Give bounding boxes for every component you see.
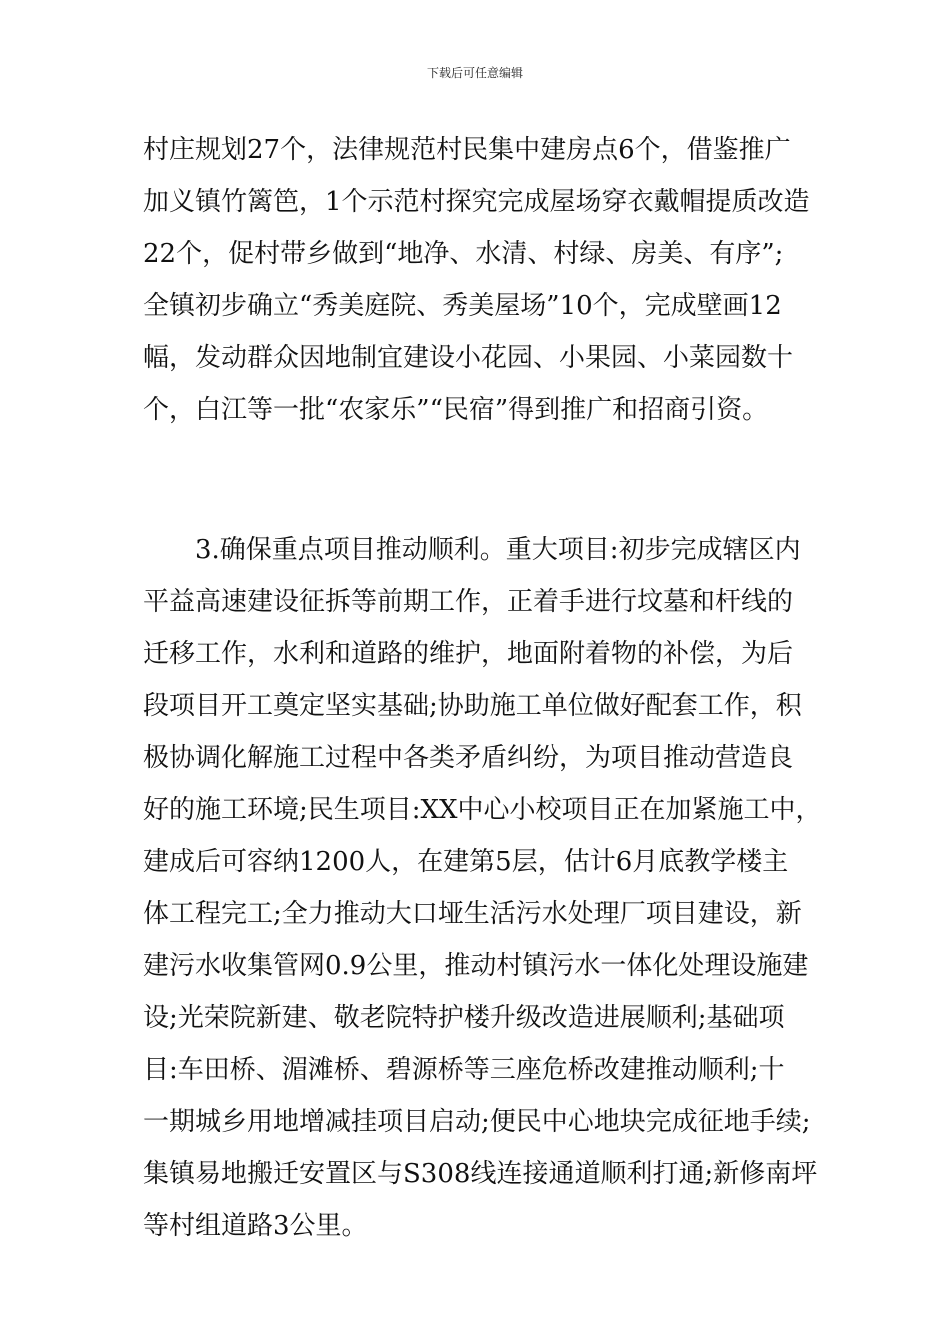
text-line: 建污水收集管网0.9公里，推动村镇污水一体化处理设施建 — [143, 951, 809, 981]
text-line: 全镇初步确立“秀美庭院、秀美屋场”10个，完成壁画12 — [143, 291, 782, 321]
text-line: 设;光荣院新建、敬老院特护楼升级改造进展顺利;基础项 — [143, 1003, 785, 1033]
text-line: 体工程完工;全力推动大口垭生活污水处理厂项目建设，新 — [143, 899, 802, 929]
text-line: 平益高速建设征拆等前期工作，正着手进行坟墓和杆线的 — [143, 587, 794, 617]
text-line: 村庄规划27个，法律规范村民集中建房点6个，借鉴推广 — [143, 135, 791, 165]
text-line: 个，白江等一批“农家乐”“民宿”得到推广和招商引资。 — [143, 395, 769, 425]
text-line: 建成后可容纳1200人，在建第5层，估计6月底教学楼主 — [143, 847, 789, 877]
paragraph-village-planning — [143, 124, 823, 436]
text-line: 等村组道路3公里。 — [143, 1211, 368, 1241]
text-line: 目:车田桥、湄滩桥、碧源桥等三座危桥改建推动顺利;十 — [143, 1055, 785, 1085]
text-line: 一期城乡用地增减挂项目启动;便民中心地块完成征地手续; — [143, 1107, 811, 1137]
text-line: 极协调化解施工过程中各类矛盾纠纷，为项目推动营造良 — [143, 743, 794, 773]
text-line: 集镇易地搬迁安置区与S308线连接通道顺利打通;新修南坪 — [143, 1159, 818, 1189]
paragraph-key-projects — [143, 524, 823, 1252]
text-line: 好的施工环境;民生项目:XX中心小校项目正在加紧施工中， — [143, 795, 822, 825]
text-line: 22个，促村带乡做到“地净、水清、村绿、房美、有序”; — [143, 239, 784, 269]
text-line: 迁移工作，水利和道路的维护，地面附着物的补偿，为后 — [143, 639, 794, 669]
text-line: 幅，发动群众因地制宜建设小花园、小果园、小菜园数十 — [143, 343, 794, 373]
text-line: 加义镇竹篱笆，1个示范村探究完成屋场穿衣戴帽提质改造 — [143, 187, 810, 217]
page-header: 下载后可任意编辑 — [426, 66, 523, 80]
text-line-first-indented: 3.确保重点项目推动顺利。重大项目:初步完成辖区内 — [195, 535, 801, 565]
text-line: 段项目开工奠定坚实基础;协助施工单位做好配套工作，积 — [143, 691, 802, 721]
